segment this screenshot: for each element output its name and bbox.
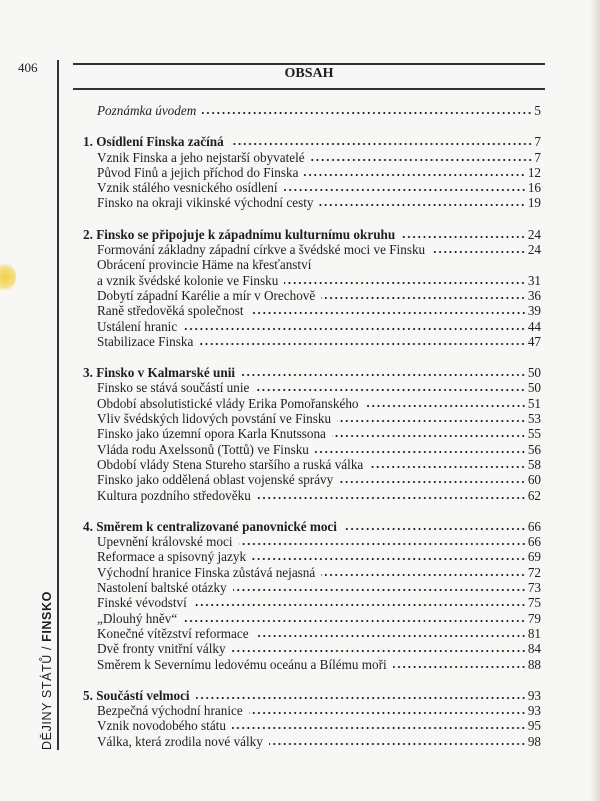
dot-leader	[193, 603, 526, 607]
dot-leader	[233, 588, 526, 592]
entry-title: Období vlády Stena Stureho staršího a ruská válka	[97, 456, 364, 472]
dot-leader	[249, 711, 526, 715]
book-title: FINSKO	[40, 591, 54, 642]
entry-page: 31	[527, 272, 541, 288]
entry-title: Vláda rodu Axelssonů (Tottů) ve Finsku	[97, 441, 309, 457]
entry-title: Vliv švédských lidových povstání ve Finsku	[97, 411, 332, 427]
dot-leader	[255, 388, 525, 392]
dot-leader	[250, 311, 526, 315]
dot-leader	[196, 696, 526, 700]
entry-page: 66	[527, 534, 541, 550]
dot-leader	[257, 496, 526, 500]
dot-leader	[332, 434, 526, 438]
dot-leader	[232, 726, 526, 730]
entry-page: 5	[534, 103, 541, 118]
entry-page: 58	[527, 456, 541, 472]
dot-leader	[401, 235, 526, 239]
entry-page: 12	[527, 164, 541, 180]
toc-entry[interactable]	[83, 334, 541, 349]
toc-entry[interactable]	[83, 426, 541, 441]
entry-page: 93	[527, 687, 541, 703]
dot-leader	[337, 419, 526, 423]
toc-entry[interactable]	[83, 273, 541, 288]
toc-entry[interactable]	[83, 442, 541, 457]
entry-title: Formování základny západní církve a švédské moci ve Finsku	[97, 242, 426, 258]
entry-title: „Dlouhý hněv“	[97, 610, 178, 626]
entry-page: 62	[527, 487, 541, 503]
dot-leader	[284, 281, 526, 285]
page-number: 406	[18, 60, 38, 75]
entry-page: 69	[527, 549, 541, 565]
dot-leader	[183, 327, 526, 331]
entry-title: Finsko na okraji vikinské východní cesty	[97, 195, 314, 211]
entry-page: 7	[534, 134, 541, 150]
dot-leader	[315, 450, 526, 454]
entry-page: 75	[527, 595, 541, 611]
entry-page: 56	[527, 441, 541, 457]
entry-title: 5. Součástí velmoci	[83, 687, 190, 703]
entry-page: 95	[527, 718, 541, 734]
toc-entry[interactable]	[83, 472, 541, 487]
dot-leader	[252, 557, 526, 561]
margin-rule	[57, 60, 59, 750]
toc-entry[interactable]	[83, 565, 541, 580]
toc-entry[interactable]	[83, 411, 541, 426]
toc-entry[interactable]	[83, 396, 541, 411]
page-edge-shadow	[590, 0, 600, 801]
entry-title: Poznámka úvodem	[97, 103, 197, 118]
entry-page: 98	[527, 733, 541, 749]
dot-leader	[343, 527, 526, 531]
toc-entry-intro[interactable]	[83, 103, 541, 118]
toc-entry[interactable]	[83, 534, 541, 549]
toc-chapter[interactable]	[83, 365, 541, 380]
entry-title: Vznik stálého vesnického osídlení	[97, 180, 278, 196]
toc-entry-line	[83, 257, 541, 272]
entry-page: 47	[527, 333, 541, 349]
toc-entry[interactable]	[83, 549, 541, 564]
heading-rule-bottom	[73, 88, 545, 90]
entry-page: 50	[527, 380, 541, 396]
entry-title: Finsko se stává součástí unie	[97, 380, 250, 396]
dot-leader	[183, 619, 526, 623]
page-title: OBSAH	[284, 66, 334, 81]
toc-entry[interactable]	[83, 595, 541, 610]
entry-title: Dobytí západní Karélie a mír v Orechově	[97, 287, 316, 303]
dot-leader	[365, 404, 526, 408]
entry-page: 73	[527, 580, 541, 596]
dot-leader	[232, 649, 526, 653]
toc-entry[interactable]	[83, 488, 541, 503]
toc-entry[interactable]	[83, 611, 541, 626]
entry-title: 2. Finsko se připojuje k západnímu kulturnímu okruhu	[83, 226, 396, 242]
series-title: DĚJINY STÁTŮ /	[40, 641, 54, 750]
paper-stain	[0, 262, 16, 292]
entry-title: Ustálení hranic	[97, 318, 178, 334]
toc-entry[interactable]	[83, 580, 541, 595]
entry-title: Vznik novodobého státu	[97, 718, 226, 734]
toc-entry[interactable]	[83, 288, 541, 303]
dot-leader	[239, 542, 526, 546]
entry-title: Původ Finů a jejich příchod do Finska	[97, 164, 299, 180]
entry-page: 81	[527, 625, 541, 641]
heading-rule-top	[73, 63, 545, 65]
section-gap	[83, 503, 541, 519]
section-gap	[83, 118, 541, 134]
entry-page: 93	[527, 703, 541, 719]
entry-page: 50	[527, 365, 541, 381]
toc-chapter[interactable]	[83, 227, 541, 242]
entry-title: Konečné vítězství reformace	[97, 625, 249, 641]
entry-title: Raně středověká společnost	[97, 303, 244, 319]
toc-entry[interactable]	[83, 303, 541, 318]
dot-leader	[431, 250, 526, 254]
entry-title: Bezpečná východní hranice	[97, 703, 243, 719]
entry-page: 39	[527, 303, 541, 319]
entry-page: 66	[527, 518, 541, 534]
section-gap	[83, 349, 541, 365]
entry-title: 1. Osídlení Finska začíná	[83, 134, 224, 150]
dot-leader	[311, 158, 533, 162]
dot-leader	[284, 188, 526, 192]
entry-page: 44	[527, 318, 541, 334]
toc-entry[interactable]	[83, 165, 541, 180]
entry-page: 24	[527, 226, 541, 242]
toc-entry[interactable]	[83, 626, 541, 641]
toc-entry[interactable]	[83, 718, 541, 733]
dot-leader	[241, 373, 526, 377]
entry-title: Reformace a spisovný jazyk	[97, 549, 247, 565]
toc-entry[interactable]	[83, 319, 541, 334]
dot-leader	[230, 142, 533, 146]
dot-leader	[321, 296, 526, 300]
toc-chapter[interactable]	[83, 688, 541, 703]
entry-page: 24	[527, 242, 541, 258]
entry-title: Dvě fronty vnitřní války	[97, 641, 226, 657]
entry-title: Finsko jako oddělená oblast vojenské správy	[97, 472, 334, 488]
section-gap	[83, 672, 541, 688]
table-of-contents	[83, 103, 541, 749]
dot-leader	[369, 465, 526, 469]
entry-page: 16	[527, 180, 541, 196]
entry-page: 51	[527, 395, 541, 411]
entry-title: Stabilizace Finska	[97, 333, 194, 349]
entry-page: 88	[527, 656, 541, 672]
dot-leader	[321, 573, 526, 577]
toc-entry[interactable]	[83, 150, 541, 165]
entry-title: Východní hranice Finska zůstává nejasná	[97, 564, 316, 580]
entry-title: Finsko jako územní opora Karla Knutssona	[97, 426, 326, 442]
toc-chapter[interactable]	[83, 519, 541, 534]
entry-page: 53	[527, 411, 541, 427]
entry-page: 55	[527, 426, 541, 442]
toc-entry[interactable]	[83, 242, 541, 257]
running-side-title	[40, 591, 54, 750]
entry-page: 79	[527, 610, 541, 626]
toc-entry[interactable]	[83, 457, 541, 472]
dot-leader	[255, 634, 526, 638]
entry-page: 84	[527, 641, 541, 657]
toc-entry[interactable]	[83, 657, 541, 672]
entry-title-continued: a vznik švédské kolonie ve Finsku	[97, 272, 279, 288]
toc-entry[interactable]	[83, 380, 541, 395]
dot-leader	[339, 480, 526, 484]
toc-entry[interactable]	[83, 195, 541, 210]
entry-title: Směrem k Severnímu ledovému oceánu a Bílému moři	[97, 656, 387, 672]
dot-leader	[199, 342, 525, 346]
dot-leader	[269, 742, 526, 746]
toc-entry[interactable]	[83, 641, 541, 656]
entry-page: 36	[527, 287, 541, 303]
toc-entry[interactable]	[83, 703, 541, 718]
entry-title: Obrácení provincie Häme na křesťanství	[97, 257, 312, 273]
entry-page: 60	[527, 472, 541, 488]
entry-title: Nastolení baltské otázky	[97, 580, 227, 596]
entry-page: 72	[527, 564, 541, 580]
entry-title: Válka, která zrodila nové války	[97, 733, 263, 749]
toc-entry[interactable]	[83, 734, 541, 749]
entry-page: 19	[527, 195, 541, 211]
entry-title: 3. Finsko v Kalmarské unii	[83, 365, 236, 381]
entry-title: Období absolutistické vlády Erika Pomořanského	[97, 395, 359, 411]
entry-page: 7	[534, 149, 541, 165]
entry-title: Upevnění královské moci	[97, 534, 233, 550]
section-gap	[83, 211, 541, 227]
toc-chapter[interactable]	[83, 134, 541, 149]
dot-leader	[202, 111, 532, 115]
entry-title: Kultura pozdního středověku	[97, 487, 251, 503]
dot-leader	[393, 665, 526, 669]
entry-title: Vznik Finska a jeho nejstarší obyvatelé	[97, 149, 305, 165]
toc-entry[interactable]	[83, 180, 541, 195]
dot-leader	[319, 203, 525, 207]
entry-title: 4. Směrem k centralizované panovnické moci	[83, 518, 337, 534]
entry-title: Finské vévodství	[97, 595, 187, 611]
dot-leader	[304, 173, 525, 177]
